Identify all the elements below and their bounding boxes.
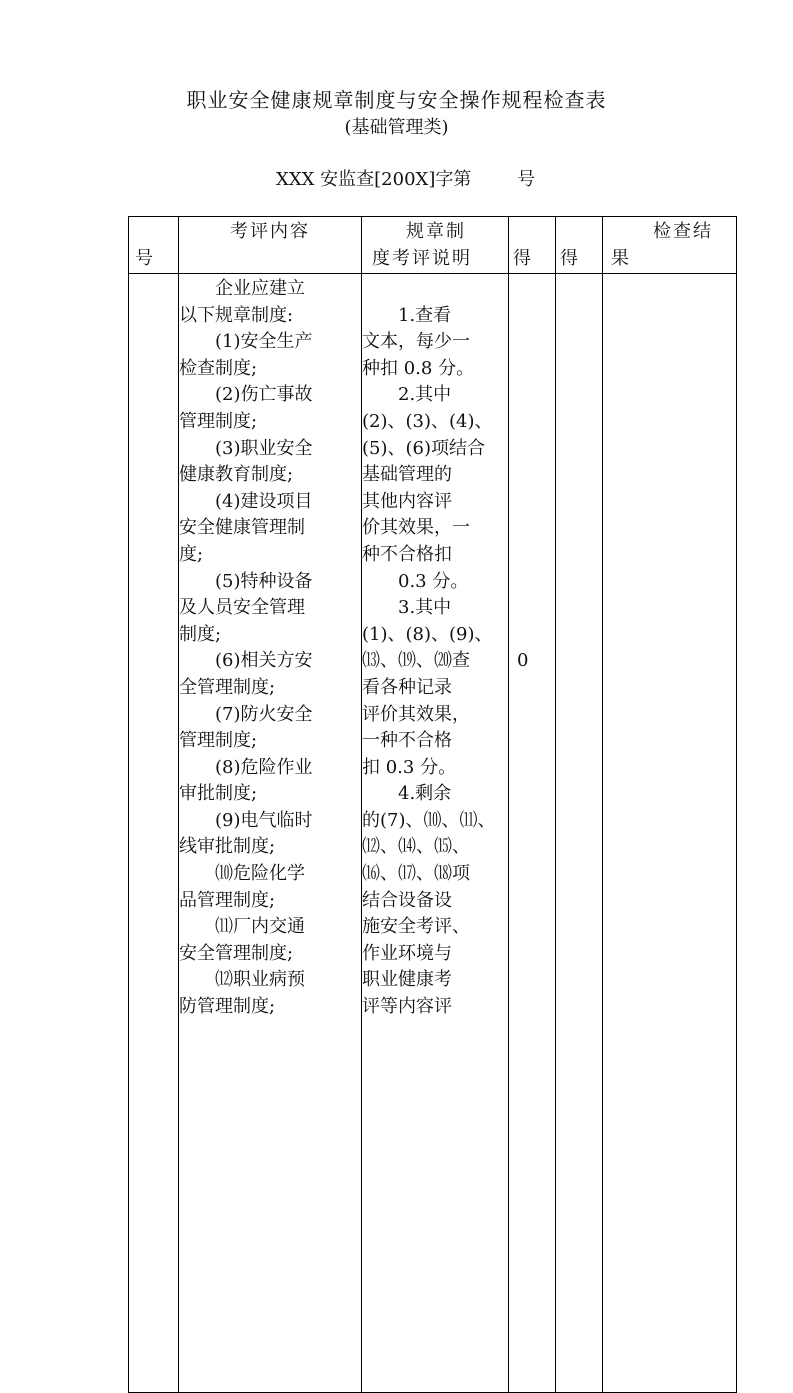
rule-line: (1)、(8)、(9)、 bbox=[362, 623, 493, 645]
content-line: 及人员安全管理 bbox=[179, 597, 305, 619]
document-subtitle: (基础管理类) bbox=[344, 117, 449, 138]
content-line: 管理制度; bbox=[179, 410, 258, 432]
content-line: (8)危险作业 bbox=[215, 756, 313, 778]
cell-rule bbox=[362, 274, 509, 1393]
rule-line: 作业环境与 bbox=[362, 942, 452, 964]
content-line: 管理制度; bbox=[179, 730, 258, 752]
cell-content bbox=[179, 274, 362, 1393]
content-line: (4)建设项目 bbox=[215, 490, 313, 512]
cell-score-b bbox=[556, 274, 603, 1393]
table-header-row bbox=[129, 217, 737, 274]
rule-line bbox=[362, 276, 508, 303]
rule-line: 价其效果，一 bbox=[362, 517, 470, 539]
rule-line: ⒀、⒆、⒇查 bbox=[362, 650, 470, 672]
content-line: 审批制度; bbox=[179, 783, 258, 805]
rule-line: 4.剩余 bbox=[398, 783, 452, 805]
rule-line: 1.查看 bbox=[398, 304, 452, 326]
content-line: ⑾厂内交通 bbox=[215, 916, 305, 938]
cell-result bbox=[603, 274, 737, 1393]
header-content: 考评内容 bbox=[179, 217, 362, 274]
content-line: (7)防火安全 bbox=[215, 703, 313, 725]
content-line: (6)相关方安 bbox=[215, 650, 313, 672]
cell-seq bbox=[129, 274, 179, 1393]
rule-line: 3.其中 bbox=[398, 597, 452, 619]
content-line: 度; bbox=[179, 543, 204, 565]
content-line: 线审批制度; bbox=[179, 836, 276, 858]
rule-line: 一种不合格 bbox=[362, 730, 452, 752]
cell-score-a: 0 bbox=[509, 274, 556, 1393]
content-line: (5)特种设备 bbox=[215, 570, 313, 592]
rule-line: 的(7)、⑽、⑾、 bbox=[362, 809, 496, 831]
rule-line: 2.其中 bbox=[398, 384, 452, 406]
rule-line: (5)、(6)项结合 bbox=[362, 437, 485, 459]
content-line: 安全管理制度; bbox=[179, 942, 294, 964]
content-line: (9)电气临时 bbox=[215, 809, 313, 831]
rule-line: 结合设备设 bbox=[362, 889, 452, 911]
document-title: 职业安全健康规章制度与安全操作规程检查表 bbox=[186, 88, 607, 112]
rule-line: 看各种记录 bbox=[362, 676, 452, 698]
rule-line: 评等内容评 bbox=[362, 996, 452, 1018]
rule-line: 职业健康考 bbox=[362, 969, 452, 991]
header-rule bbox=[362, 217, 509, 274]
content-line: 全管理制度; bbox=[179, 676, 276, 698]
content-line: (2)伤亡事故 bbox=[215, 384, 313, 406]
inspection-table bbox=[128, 216, 737, 1393]
content-line: 安全健康管理制 bbox=[179, 517, 305, 539]
header-result bbox=[603, 217, 737, 274]
header-rule-line2: 度考评说明 bbox=[372, 247, 472, 269]
table-row bbox=[129, 274, 737, 1393]
rule-line: 其他内容评 bbox=[362, 490, 452, 512]
content-line: 健康教育制度; bbox=[179, 464, 294, 486]
rule-line: ⑿、⒁、⒂、 bbox=[362, 836, 470, 858]
content-line: (3)职业安全 bbox=[215, 437, 313, 459]
content-line: ⑿职业病预 bbox=[215, 969, 305, 991]
rule-line: 文本，每少一 bbox=[362, 331, 470, 353]
header-seq: 号 bbox=[129, 217, 179, 274]
rule-line: ⒃、⒄、⒅项 bbox=[362, 863, 470, 885]
rule-line: 扣 0.3 分。 bbox=[362, 756, 457, 778]
content-line: (1)安全生产 bbox=[215, 331, 313, 353]
content-line: 品管理制度; bbox=[179, 889, 276, 911]
header-result-line1: 检查结 bbox=[653, 221, 713, 242]
header-score-b: 得 bbox=[556, 217, 603, 274]
content-line: 以下规章制度: bbox=[179, 304, 294, 326]
rule-line: 种不合格扣 bbox=[362, 543, 452, 565]
content-line: 检查制度; bbox=[179, 357, 258, 379]
header-result-line2: 果 bbox=[611, 247, 629, 269]
rule-line: 基础管理的 bbox=[362, 464, 452, 486]
content-line: 企业应建立 bbox=[215, 278, 305, 299]
header-score-a: 得 bbox=[509, 217, 556, 274]
rule-line: 评价其效果， bbox=[362, 703, 470, 725]
rule-line: 种扣 0.8 分。 bbox=[362, 357, 475, 379]
rule-line: 施安全考评、 bbox=[362, 916, 470, 938]
rule-line: 0.3 分。 bbox=[398, 570, 469, 592]
rule-line: (2)、(3)、(4)、 bbox=[362, 410, 493, 432]
header-rule-line1: 规章制 bbox=[406, 221, 466, 242]
content-line: ⑽危险化学 bbox=[215, 863, 305, 885]
document-number: XXX 安监查[200X]字第 号 bbox=[276, 169, 536, 190]
content-line: 防管理制度; bbox=[179, 996, 276, 1018]
content-line: 制度; bbox=[179, 623, 222, 645]
